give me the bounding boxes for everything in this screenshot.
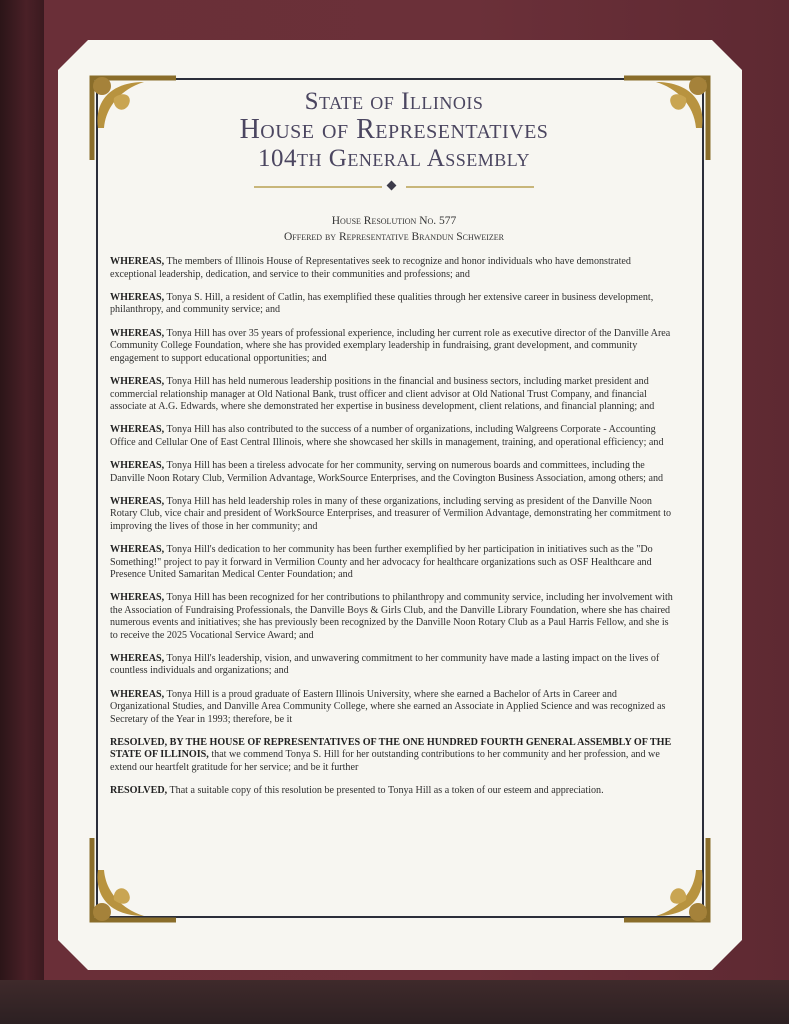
frame-top	[98, 78, 702, 80]
paragraph-lead: WHEREAS,	[110, 424, 165, 436]
frame-left	[96, 80, 98, 918]
paragraph-text: Tonya Hill has also contributed to the success of a number of organizations, including Walgreens Corporate - Accounting Office and Cellular One of East Central Illinois, where she showcased her skills in management, training, and operational efficiency; and	[110, 424, 664, 448]
paragraph-lead: RESOLVED, BY THE HOUSE OF REPRESENTATIVES OF THE ONE HUNDRED FOURTH GENERAL ASSEMBLY OF THE STATE OF ILLINOIS,	[110, 737, 672, 761]
document-header	[110, 88, 678, 172]
table-surface	[0, 980, 789, 1024]
paragraph-lead: WHEREAS,	[110, 376, 165, 388]
header-divider	[254, 182, 534, 192]
header-state: State of Illinois	[304, 88, 484, 115]
divider-line-left	[254, 186, 382, 188]
paragraph	[110, 460, 678, 485]
paragraph	[110, 689, 678, 726]
paragraph-text: Tonya Hill has held leadership roles in many of these organizations, including serving as president of the Danville Noon Rotary Club, vice chair and president of WorkSource Enterprises, and treasurer of Vermilion Advantage, demonstrating her commitment to improving the lives of those in her community; and	[110, 495, 672, 532]
paragraph-lead: WHEREAS,	[110, 256, 165, 268]
paragraph-lead: RESOLVED,	[110, 785, 168, 797]
resolution-sponsor: Offered by Representative Brandun Schweizer	[283, 230, 504, 243]
paragraph	[110, 328, 678, 365]
divider-line-right	[406, 186, 534, 188]
paragraph	[110, 376, 678, 413]
header-house: House of Representatives	[239, 114, 549, 145]
paragraph	[110, 424, 678, 449]
resolution-body	[110, 256, 678, 797]
paragraph-text: Tonya Hill has been a tireless advocate for her community, serving on numerous boards and committees, including the Danville Noon Rotary Club, Vermilion Advantage, WorkSource Enterprises, and the Covington Business Association, among others; and	[110, 460, 664, 484]
paragraph-text: That a suitable copy of this resolution be presented to Tonya Hill as a token of our esteem and appreciation.	[167, 785, 604, 797]
frame-bottom	[98, 916, 702, 918]
paragraph-lead: WHEREAS,	[110, 460, 165, 472]
paragraph	[110, 653, 678, 678]
paragraph-lead: WHEREAS,	[110, 544, 165, 556]
paragraph-text: Tonya Hill has been recognized for her contributions to philanthropy and community service, including her involvement with the Association of Fundraising Professionals, the Danville Boys & Girls Club, and the Danville Library Foundation, where she has chaired numerous events and initiatives; she has previously been recognized by the Danville Noon Rotary Club as a Paul Harris Fellow, and she is to receive the 2025 Vocational Service Award; and	[110, 592, 673, 641]
paragraph-text: Tonya Hill's dedication to her community has been further exemplified by her participation in initiatives such as the "Do Something!" project to pay it forward in Vermilion County and her advocacy for healthcare organizations such as OSF Healthcare and Presence United Samaritan Medical Center Foundation; and	[110, 544, 653, 580]
paragraph	[110, 256, 678, 281]
paragraph-text: that we commend Tonya S. Hill for her outstanding contributions to her community and her profession, and we extend our heartfelt gratitude for her service; and be it further	[110, 749, 660, 773]
paragraph	[110, 292, 678, 317]
paragraph-text: Tonya S. Hill, a resident of Catlin, has exemplified these qualities through her extensive career in business development, philanthropy, and community service; and	[110, 292, 654, 316]
paragraph-text: Tonya Hill has held numerous leadership positions in the financial and business sectors, including market president and commercial relationship manager at Old National Bank, trust officer and client advisor at Old National Trust Company, and financial associate at A.G. Edwards, where she demonstrated her expertise in business development, client relations, and financial planning; and	[110, 376, 655, 412]
paragraph-text: Tonya Hill's leadership, vision, and unwavering commitment to her community have made a lasting impact on the lives of countless individuals and organizations; and	[110, 653, 660, 677]
paragraph-lead: WHEREAS,	[110, 592, 165, 604]
folder-spine	[0, 0, 44, 1024]
resolution-title	[110, 214, 678, 245]
paragraph-resolved	[110, 737, 678, 774]
paragraph	[110, 544, 678, 581]
paragraph-text: Tonya Hill is a proud graduate of Eastern Illinois University, where she earned a Bachelor of Arts in Career and Organizational Studies, and Danville Area Community College, where she earned an Associate in Applied Science and was recognized as Secretary of the Year in 1993; therefore, be it	[110, 688, 666, 725]
paragraph-text: Tonya Hill has over 35 years of professional experience, including her current role as executive director of the Danville Area Community College Foundation, where she has provided exemplary leadership in fundraising, grant development, and community engagement to support educational opportunities; and	[110, 327, 671, 364]
paragraph	[110, 496, 678, 533]
frame-right	[702, 80, 704, 918]
paragraph	[110, 592, 678, 642]
certificate-content	[110, 88, 678, 798]
paragraph-text: The members of Illinois House of Representatives seek to recognize and honor individuals who have demonstrated exceptional leadership, dedication, and service to their communities and professions; and	[110, 256, 631, 280]
resolution-number: House Resolution No. 577	[331, 215, 457, 228]
ornament-bottom-right-icon	[616, 830, 716, 930]
ornament-bottom-left-icon	[84, 830, 184, 930]
paragraph-resolved	[110, 785, 678, 797]
header-assembly: 104th General Assembly	[258, 145, 530, 173]
paragraph-lead: WHEREAS,	[110, 653, 165, 665]
paragraph-lead: WHEREAS,	[110, 495, 165, 507]
paragraph-lead: WHEREAS,	[110, 688, 165, 700]
paragraph-lead: WHEREAS,	[110, 327, 165, 339]
paragraph-lead: WHEREAS,	[110, 292, 165, 304]
diamond-icon	[387, 181, 397, 191]
